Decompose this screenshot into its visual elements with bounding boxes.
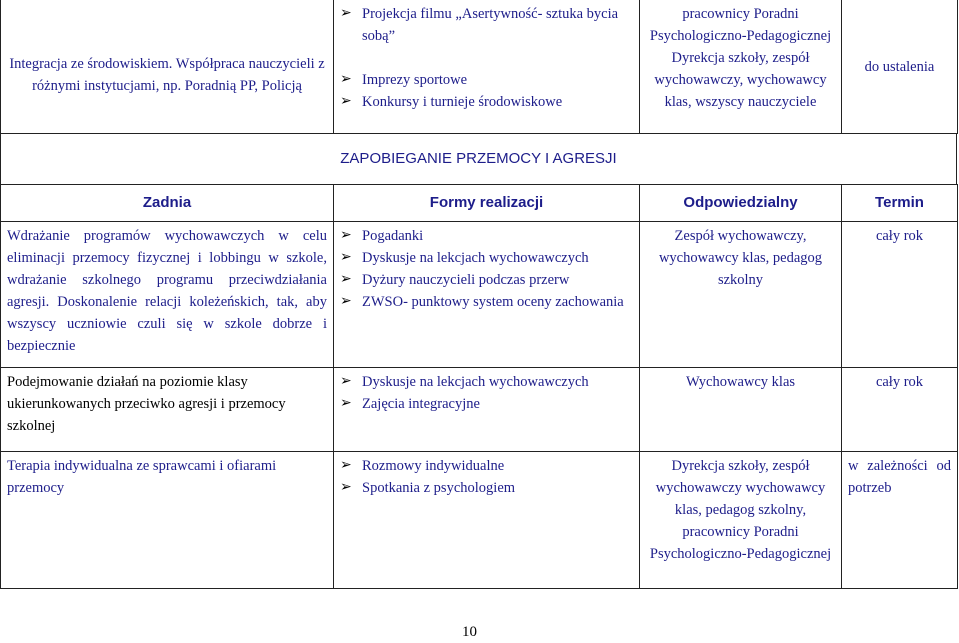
list-item: ➢ Dyskusje na lekcjach wychowawczych [340,371,633,393]
row1-task [1,222,334,368]
integration-task-text: Integracja ze środowiskiem. Współpraca nauczycieli z różnymi instytucjami, np. Poradnią PP, Policją [9,56,325,94]
row2-term [842,368,958,452]
page-number: 10 [462,624,477,640]
term-text: cały rok [875,374,924,390]
list-item: ➢ Rozmowy indywidualne [340,455,633,477]
row3-forms [334,452,640,589]
task-text: Podejmowanie działań na poziomie klasy ukierunkowanych przeciwko agresji i przemocy szkolnej [7,374,286,434]
row1-forms [334,222,640,368]
table-row [1,452,958,589]
header-forms: Formy realizacji [334,185,640,222]
section-table [0,133,957,185]
header-responsible: Odpowiedzialny [640,185,842,222]
row2-forms [334,368,640,452]
row2-responsible [640,368,842,452]
list-item: ➢ ZWSO- punktowy system oceny zachowania [340,291,633,313]
task-text: Wdrażanie programów wychowawczych w celu eliminacji przemocy fizycznej i lobbingu w szkole, wdrażanie szkolnego programu przeciwdziałania agresji. Doskonalenie relacji koleżeńskich, tak, aby wszyscy uczniowie czuli się w szkole dobrze i bezpiecznie [7,228,327,354]
row3-responsible [640,452,842,589]
list-item: ➢ Konkursy i turnieje środowiskowe [340,91,633,113]
list-item: ➢ Imprezy sportowe [340,69,633,91]
task-text: Terapia indywidualna ze sprawcami i ofiarami przemocy [7,458,277,496]
section-title-text: ZAPOBIEGANIE PRZEMOCY I AGRESJI [340,150,617,167]
term-text: cały rok [875,228,924,244]
list-item: ➢ Zajęcia integracyjne [340,393,633,415]
integration-forms [334,0,640,134]
row2-task [1,368,334,452]
responsible-text: Dyrekcja szkoły, zespół wychowawczy wychowawcy klas, pedagog szkolny, pracownicy Poradni Psychologiczno-Pedagogicznej [649,458,832,562]
header-task: Zadnia [1,185,334,222]
table-row [1,368,958,452]
row1-term [842,222,958,368]
term-text: do ustalenia [864,58,935,75]
list-item: ➢ Spotkania z psychologiem [340,477,633,499]
responsible-text: Zespół wychowawczy, wychowawcy klas, pedagog szkolny [658,228,823,288]
term-text: w zależności od potrzeb [848,458,951,496]
main-table [0,184,958,589]
table-row [1,222,958,368]
integration-task [1,0,334,134]
section-title [1,134,957,185]
row3-task [1,452,334,589]
integration-responsible [640,0,842,134]
list-item: ➢ Dyskusje na lekcjach wychowawczych [340,247,633,269]
header-term: Termin [842,185,958,222]
responsible-text-a: pracownicy Poradni Psychologiczno-Pedagogicznej [649,6,832,44]
responsible-text-b: Dyrekcja szkoły, zespół wychowawczy, wychowawcy klas, wszyscy nauczyciele [654,50,827,110]
integration-term [842,0,958,134]
row1-responsible [640,222,842,368]
list-item: ➢ Dyżury nauczycieli podczas przerw [340,269,633,291]
row3-term [842,452,958,589]
top-table [0,0,958,134]
list-item: ➢ Pogadanki [340,225,633,247]
responsible-text: Wychowawcy klas [685,374,796,390]
list-item: ➢ Projekcja filmu „Asertywność- sztuka bycia sobą” [340,3,633,47]
